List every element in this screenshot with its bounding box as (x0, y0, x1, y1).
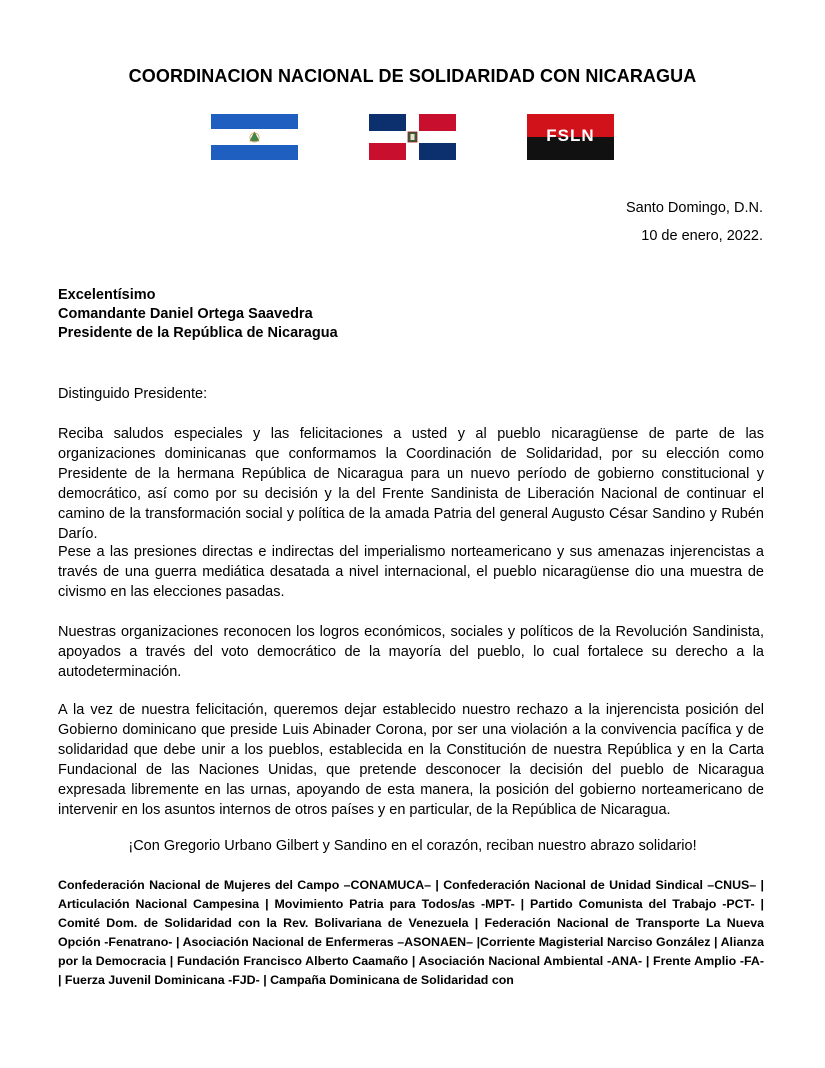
recipient-line-1: Excelentísimo (58, 287, 156, 303)
dominican-flag-icon (369, 114, 456, 160)
dominican-flag-graphic (369, 114, 456, 160)
fsln-flag-icon (527, 114, 614, 160)
nicaragua-flag-icon (211, 114, 298, 160)
nicaragua-coat-of-arms-icon (211, 114, 298, 160)
closing-line: ¡Con Gregorio Urbano Gilbert y Sandino en el corazón, reciban nuestro abrazo solidario! (128, 838, 697, 854)
letter-place: Santo Domingo, D.N. (625, 200, 763, 216)
paragraph-3: Nuestras organizaciones reconocen los logros económicos, sociales y políticos de la Revolución Sandinista, apoyados a través del voto democrático de la mayoría del pueblo, lo cual fortalece su derecho a la autodeterminación. (58, 624, 764, 680)
letter-date: 10 de enero, 2022. (641, 228, 763, 244)
page-title: COORDINACION NACIONAL DE SOLIDARIDAD CON NICARAGUA (128, 66, 697, 86)
recipient-line-2: Comandante Daniel Ortega Saavedra (58, 306, 313, 322)
salutation: Distinguido Presidente: (58, 386, 208, 402)
organizations-list: Confederación Nacional de Mujeres del Campo –CONAMUCA– | Confederación Nacional de Unidad Sindical –CNUS– | Articulación Nacional Campesina | Movimiento Patria para Todos/as -MPT- | Partido Comunista del Trabajo -PCT- | Comité Dom. de Solidaridad con la Rev. Bolivariana de Venezuela | Federación Nacional de Transporte La Nueva Opción -Fenatrano- | Asociación Nacional de Enfermeras –ASONAEN– |Corriente Magisterial Narciso González | Alianza por la Democracia | Fundación Francisco Alberto Caamaño | Asociación Nacional Ambiental -ANA- | Frente Amplio -FA- | Fuerza Juvenil Dominicana -FJD- | Campaña Dominicana de Solidaridad con (58, 878, 764, 987)
paragraph-4: A la vez de nuestra felicitación, queremos dejar establecido nuestro rechazo a la injerencista posición del Gobierno dominicano que preside Luis Abinader Corona, por ser una violación a la convivencia pacífica y de solidaridad que debe unir a los pueblos, establecida en la Constitución de nuestra República y en la Carta Fundacional de las Naciones Unidas, que pretende desconocer la decisión del pueblo de Nicaragua expresada libremente en las urnas, apoyando de esta manera, la posición del gobierno norteamericano de intervenir en los asuntos internos de otros países y en particular, de la República de Nicaragua. (58, 702, 764, 818)
fsln-label: FSLN (546, 126, 595, 145)
paragraph-2: Pese a las presiones directas e indirectas del imperialismo norteamericano y sus amenazas injerencistas a través de una guerra mediática desatada a nivel internacional, el pueblo nicaragüense dio una muestra de civismo en las elecciones pasadas. (58, 544, 764, 600)
paragraph-1: Reciba saludos especiales y las felicitaciones a usted y al pueblo nicaragüense de parte de las organizaciones dominicanas que conformamos la Coordinación de Solidaridad, por su elección como Presidente de la hermana República de Nicaragua para un nuevo período de gobierno constitucional y democrático, así como por su decisión y la del Frente Sandinista de Liberación Nacional de continuar el camino de la transformación social y política de la amada Patria del general Augusto César Sandino y Rubén Darío. (58, 426, 764, 542)
recipient-line-3: Presidente de la República de Nicaragua (58, 325, 338, 341)
